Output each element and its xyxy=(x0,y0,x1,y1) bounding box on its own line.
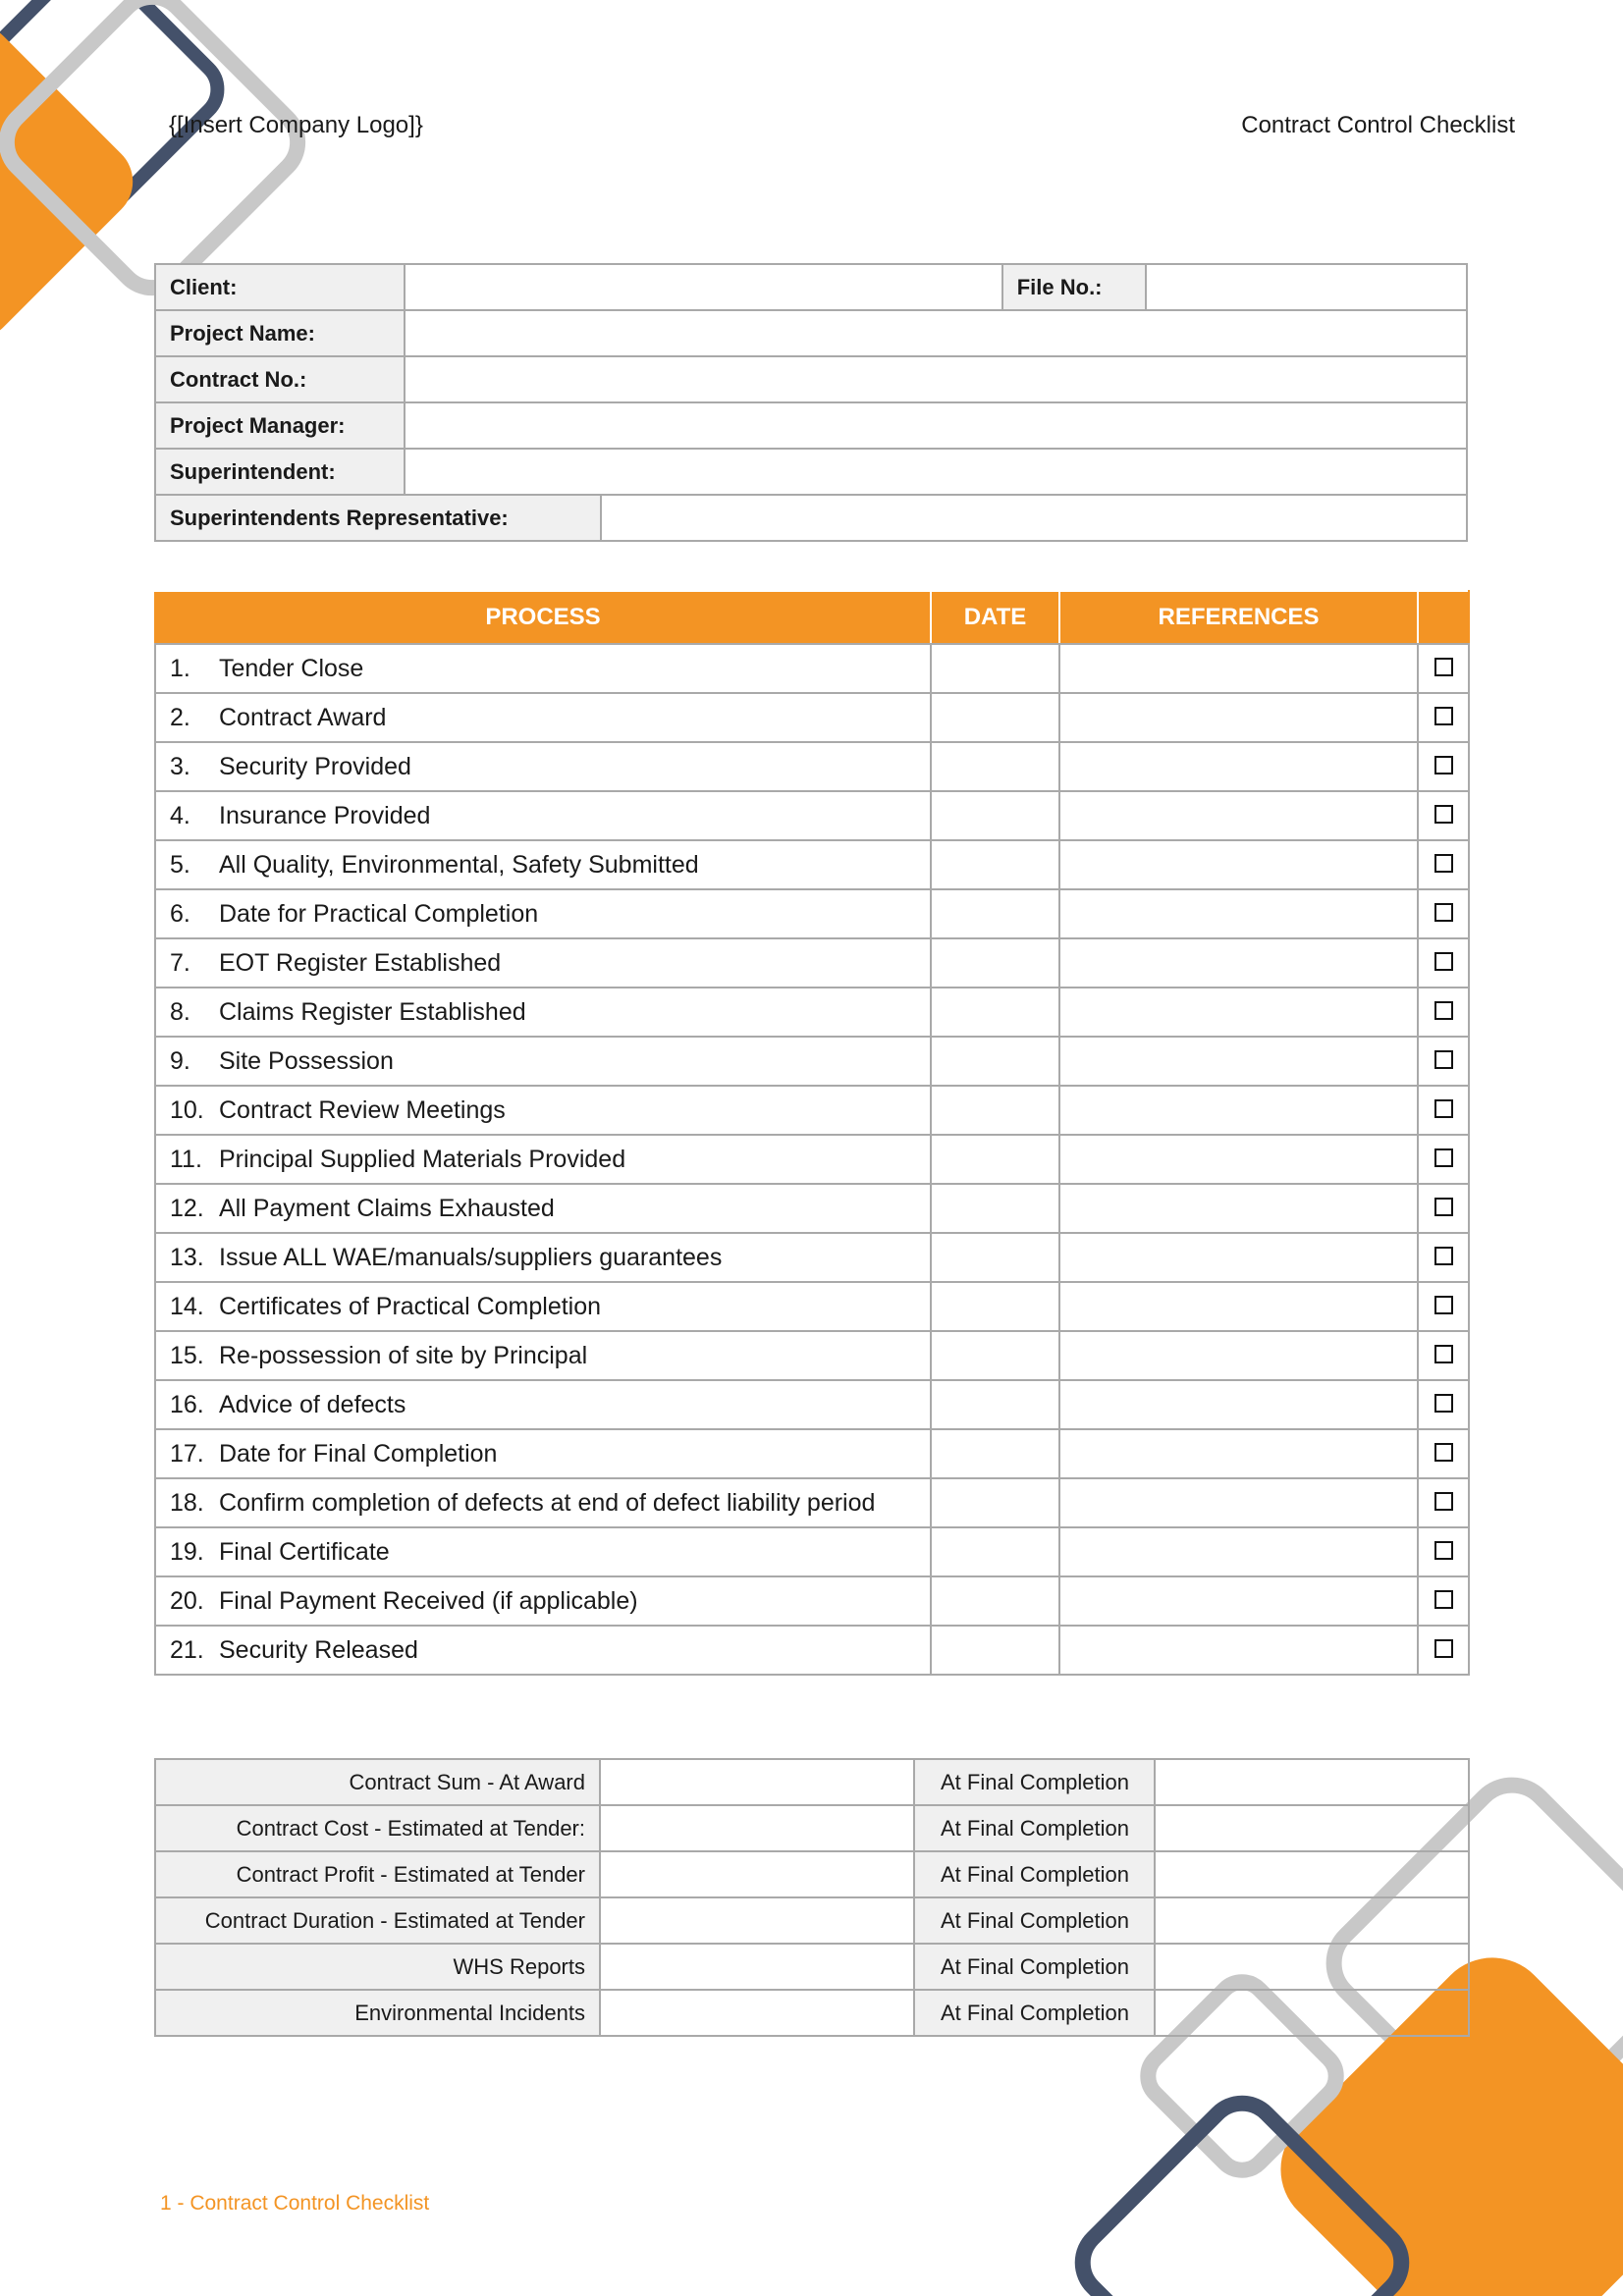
final-completion-label: At Final Completion xyxy=(914,1944,1155,1990)
final-completion-label: At Final Completion xyxy=(914,1990,1155,2036)
process-header: PROCESS xyxy=(155,591,931,644)
checkbox[interactable] xyxy=(1434,1639,1453,1658)
references-cell[interactable] xyxy=(1059,742,1418,791)
date-cell[interactable] xyxy=(931,693,1059,742)
date-cell[interactable] xyxy=(931,1626,1059,1675)
summary-value-field[interactable] xyxy=(600,1990,914,2036)
checkbox[interactable] xyxy=(1434,1590,1453,1609)
table-row xyxy=(155,742,1469,791)
file-no-label: File No.: xyxy=(1002,264,1146,310)
process-item xyxy=(155,1380,931,1429)
process-item xyxy=(155,644,931,693)
checkbox[interactable] xyxy=(1434,1198,1453,1216)
final-completion-label: At Final Completion xyxy=(914,1851,1155,1897)
date-cell[interactable] xyxy=(931,840,1059,889)
final-completion-field[interactable] xyxy=(1155,1944,1469,1990)
process-item xyxy=(155,791,931,840)
table-row xyxy=(155,1086,1469,1135)
checkbox[interactable] xyxy=(1434,756,1453,774)
item-number: 18. xyxy=(170,1488,204,1517)
checkbox[interactable] xyxy=(1434,805,1453,824)
summary-row xyxy=(155,1759,1469,1805)
item-number: 17. xyxy=(170,1439,204,1468)
references-cell[interactable] xyxy=(1059,938,1418,988)
client-field[interactable] xyxy=(405,264,1002,310)
checkbox[interactable] xyxy=(1434,1394,1453,1413)
table-row xyxy=(155,1331,1469,1380)
process-item xyxy=(155,1576,931,1626)
item-number: 11. xyxy=(170,1145,202,1173)
process-item xyxy=(155,938,931,988)
date-cell[interactable] xyxy=(931,1135,1059,1184)
final-completion-field[interactable] xyxy=(1155,1897,1469,1944)
process-item xyxy=(155,840,931,889)
checkbox[interactable] xyxy=(1434,1345,1453,1363)
item-number: 10. xyxy=(170,1095,204,1124)
checkbox[interactable] xyxy=(1434,658,1453,676)
date-cell[interactable] xyxy=(931,644,1059,693)
process-item xyxy=(155,889,931,938)
contract-summary-table xyxy=(154,1758,1470,2037)
contract-no-label: Contract No.: xyxy=(155,356,405,402)
checkbox[interactable] xyxy=(1434,903,1453,922)
references-header: REFERENCES xyxy=(1059,591,1418,644)
item-number: 6. xyxy=(170,899,190,928)
references-cell[interactable] xyxy=(1059,1233,1418,1282)
checkbox[interactable] xyxy=(1434,1541,1453,1560)
summary-row xyxy=(155,1897,1469,1944)
file-no-field[interactable] xyxy=(1146,264,1467,310)
process-item xyxy=(155,1282,931,1331)
item-label: Security Provided xyxy=(219,752,411,780)
process-item xyxy=(155,1086,931,1135)
project-info-table xyxy=(154,263,1468,542)
item-label: Certificates of Practical Completion xyxy=(219,1292,602,1320)
date-cell[interactable] xyxy=(931,1576,1059,1626)
summary-value-field[interactable] xyxy=(600,1944,914,1990)
checkbox-cell[interactable] xyxy=(1418,1233,1469,1282)
date-cell[interactable] xyxy=(931,1380,1059,1429)
summary-row xyxy=(155,1851,1469,1897)
checkbox-cell[interactable] xyxy=(1418,693,1469,742)
item-label: Date for Practical Completion xyxy=(219,899,539,928)
references-cell[interactable] xyxy=(1059,1037,1418,1086)
date-cell[interactable] xyxy=(931,1527,1059,1576)
item-label: All Payment Claims Exhausted xyxy=(219,1194,555,1222)
final-completion-field[interactable] xyxy=(1155,1805,1469,1851)
checkbox[interactable] xyxy=(1434,1443,1453,1462)
item-label: Advice of defects xyxy=(219,1390,406,1418)
references-cell[interactable] xyxy=(1059,889,1418,938)
check-header xyxy=(1418,591,1469,644)
item-label: Tender Close xyxy=(219,654,364,682)
date-cell[interactable] xyxy=(931,1184,1059,1233)
item-label: Contract Review Meetings xyxy=(219,1095,506,1124)
project-name-field[interactable] xyxy=(405,310,1467,356)
item-number: 20. xyxy=(170,1586,204,1615)
summary-label: Contract Profit - Estimated at Tender xyxy=(155,1851,600,1897)
checkbox[interactable] xyxy=(1434,1099,1453,1118)
date-cell[interactable] xyxy=(931,889,1059,938)
summary-value-field[interactable] xyxy=(600,1851,914,1897)
table-row xyxy=(155,988,1469,1037)
process-item xyxy=(155,1527,931,1576)
date-cell[interactable] xyxy=(931,1331,1059,1380)
checkbox-cell[interactable] xyxy=(1418,1626,1469,1675)
table-row xyxy=(155,1380,1469,1429)
superintendents-rep-field[interactable] xyxy=(601,495,1467,541)
item-number: 13. xyxy=(170,1243,204,1271)
references-cell[interactable] xyxy=(1059,1282,1418,1331)
checkbox-cell[interactable] xyxy=(1418,840,1469,889)
final-completion-label: At Final Completion xyxy=(914,1897,1155,1944)
summary-row xyxy=(155,1805,1469,1851)
final-completion-field[interactable] xyxy=(1155,1851,1469,1897)
checkbox-cell[interactable] xyxy=(1418,1135,1469,1184)
page-footer: 1 - Contract Control Checklist xyxy=(160,2192,430,2215)
item-number: 2. xyxy=(170,703,190,731)
references-cell[interactable] xyxy=(1059,1626,1418,1675)
checkbox-cell[interactable] xyxy=(1418,938,1469,988)
date-cell[interactable] xyxy=(931,1233,1059,1282)
checkbox-cell[interactable] xyxy=(1418,1086,1469,1135)
table-row xyxy=(155,1527,1469,1576)
project-manager-label: Project Manager: xyxy=(155,402,405,449)
table-row xyxy=(155,840,1469,889)
date-header: DATE xyxy=(931,591,1059,644)
item-number: 3. xyxy=(170,752,190,780)
checkbox[interactable] xyxy=(1434,707,1453,725)
table-row xyxy=(155,1184,1469,1233)
table-row xyxy=(155,1478,1469,1527)
final-completion-field[interactable] xyxy=(1155,1759,1469,1805)
superintendents-rep-label: Superintendents Representative: xyxy=(155,495,601,541)
item-label: Re-possession of site by Principal xyxy=(219,1341,588,1369)
document-title: Contract Control Checklist xyxy=(1241,112,1515,138)
final-completion-label: At Final Completion xyxy=(914,1805,1155,1851)
checkbox-cell[interactable] xyxy=(1418,791,1469,840)
item-label: Insurance Provided xyxy=(219,801,431,829)
date-cell[interactable] xyxy=(931,938,1059,988)
summary-value-field[interactable] xyxy=(600,1759,914,1805)
checkbox[interactable] xyxy=(1434,1148,1453,1167)
references-cell[interactable] xyxy=(1059,791,1418,840)
checkbox-cell[interactable] xyxy=(1418,1184,1469,1233)
process-item xyxy=(155,1626,931,1675)
table-row xyxy=(155,1576,1469,1626)
checkbox[interactable] xyxy=(1434,854,1453,873)
process-item xyxy=(155,1331,931,1380)
checkbox-cell[interactable] xyxy=(1418,889,1469,938)
company-logo-placeholder: {[Insert Company Logo]} xyxy=(169,112,423,138)
date-cell[interactable] xyxy=(931,1478,1059,1527)
checkbox[interactable] xyxy=(1434,1001,1453,1020)
references-cell[interactable] xyxy=(1059,1527,1418,1576)
checkbox-cell[interactable] xyxy=(1418,742,1469,791)
summary-value-field[interactable] xyxy=(600,1897,914,1944)
process-item xyxy=(155,1478,931,1527)
date-cell[interactable] xyxy=(931,742,1059,791)
item-label: EOT Register Established xyxy=(219,948,502,977)
date-cell[interactable] xyxy=(931,1037,1059,1086)
item-label: Security Released xyxy=(219,1635,418,1664)
process-item xyxy=(155,1037,931,1086)
item-number: 19. xyxy=(170,1537,204,1566)
checkbox-cell[interactable] xyxy=(1418,988,1469,1037)
checkbox-cell[interactable] xyxy=(1418,644,1469,693)
final-completion-field[interactable] xyxy=(1155,1990,1469,2036)
item-label: All Quality, Environmental, Safety Submitted xyxy=(219,850,699,879)
date-cell[interactable] xyxy=(931,1282,1059,1331)
table-row xyxy=(155,938,1469,988)
table-row xyxy=(155,791,1469,840)
contract-no-field[interactable] xyxy=(405,356,1467,402)
references-cell[interactable] xyxy=(1059,644,1418,693)
process-item xyxy=(155,742,931,791)
references-cell[interactable] xyxy=(1059,840,1418,889)
project-name-label: Project Name: xyxy=(155,310,405,356)
checkbox-cell[interactable] xyxy=(1418,1478,1469,1527)
item-label: Claims Register Established xyxy=(219,997,526,1026)
checkbox-cell[interactable] xyxy=(1418,1037,1469,1086)
item-number: 9. xyxy=(170,1046,190,1075)
table-row xyxy=(155,693,1469,742)
item-number: 21. xyxy=(170,1635,204,1664)
superintendent-field[interactable] xyxy=(405,449,1467,495)
item-number: 15. xyxy=(170,1341,204,1369)
item-label: Site Possession xyxy=(219,1046,394,1075)
item-label: Final Payment Received (if applicable) xyxy=(219,1586,638,1615)
checkbox-cell[interactable] xyxy=(1418,1527,1469,1576)
summary-label: Environmental Incidents xyxy=(155,1990,600,2036)
summary-row xyxy=(155,1990,1469,2036)
item-number: 16. xyxy=(170,1390,204,1418)
item-label: Final Certificate xyxy=(219,1537,390,1566)
table-row xyxy=(155,1282,1469,1331)
summary-label: Contract Cost - Estimated at Tender: xyxy=(155,1805,600,1851)
summary-row xyxy=(155,1944,1469,1990)
summary-label: Contract Sum - At Award xyxy=(155,1759,600,1805)
checkbox[interactable] xyxy=(1434,952,1453,971)
references-cell[interactable] xyxy=(1059,1576,1418,1626)
checkbox[interactable] xyxy=(1434,1050,1453,1069)
final-completion-label: At Final Completion xyxy=(914,1759,1155,1805)
table-row xyxy=(155,1135,1469,1184)
table-row xyxy=(155,644,1469,693)
item-number: 14. xyxy=(170,1292,204,1320)
process-item xyxy=(155,693,931,742)
item-label: Date for Final Completion xyxy=(219,1439,498,1468)
references-cell[interactable] xyxy=(1059,693,1418,742)
table-row xyxy=(155,1233,1469,1282)
process-item xyxy=(155,988,931,1037)
checkbox[interactable] xyxy=(1434,1247,1453,1265)
checkbox-cell[interactable] xyxy=(1418,1331,1469,1380)
table-row xyxy=(155,889,1469,938)
checkbox[interactable] xyxy=(1434,1492,1453,1511)
process-item xyxy=(155,1135,931,1184)
item-label: Issue ALL WAE/manuals/suppliers guarantees xyxy=(219,1243,723,1271)
table-row xyxy=(155,1429,1469,1478)
references-cell[interactable] xyxy=(1059,988,1418,1037)
item-number: 4. xyxy=(170,801,190,829)
checkbox[interactable] xyxy=(1434,1296,1453,1314)
checkbox-cell[interactable] xyxy=(1418,1282,1469,1331)
references-cell[interactable] xyxy=(1059,1380,1418,1429)
client-label: Client: xyxy=(155,264,405,310)
checkbox-cell[interactable] xyxy=(1418,1576,1469,1626)
summary-value-field[interactable] xyxy=(600,1805,914,1851)
process-item xyxy=(155,1233,931,1282)
checkbox-cell[interactable] xyxy=(1418,1429,1469,1478)
process-checklist-table xyxy=(154,590,1470,1676)
table-row xyxy=(155,1037,1469,1086)
item-label: Contract Award xyxy=(219,703,387,731)
process-item xyxy=(155,1184,931,1233)
date-cell[interactable] xyxy=(931,988,1059,1037)
references-cell[interactable] xyxy=(1059,1135,1418,1184)
item-number: 12. xyxy=(170,1194,204,1222)
process-item xyxy=(155,1429,931,1478)
item-number: 8. xyxy=(170,997,190,1026)
references-cell[interactable] xyxy=(1059,1478,1418,1527)
references-cell[interactable] xyxy=(1059,1184,1418,1233)
date-cell[interactable] xyxy=(931,1429,1059,1478)
references-cell[interactable] xyxy=(1059,1429,1418,1478)
table-row xyxy=(155,1626,1469,1675)
item-number: 1. xyxy=(170,654,190,682)
references-cell[interactable] xyxy=(1059,1331,1418,1380)
item-number: 7. xyxy=(170,948,190,977)
project-manager-field[interactable] xyxy=(405,402,1467,449)
summary-label: WHS Reports xyxy=(155,1944,600,1990)
item-label: Principal Supplied Materials Provided xyxy=(219,1145,626,1173)
references-cell[interactable] xyxy=(1059,1086,1418,1135)
item-label: Confirm completion of defects at end of defect liability period xyxy=(219,1488,876,1517)
superintendent-label: Superintendent: xyxy=(155,449,405,495)
date-cell[interactable] xyxy=(931,791,1059,840)
item-number: 5. xyxy=(170,850,190,879)
date-cell[interactable] xyxy=(931,1086,1059,1135)
summary-label: Contract Duration - Estimated at Tender xyxy=(155,1897,600,1944)
checkbox-cell[interactable] xyxy=(1418,1380,1469,1429)
